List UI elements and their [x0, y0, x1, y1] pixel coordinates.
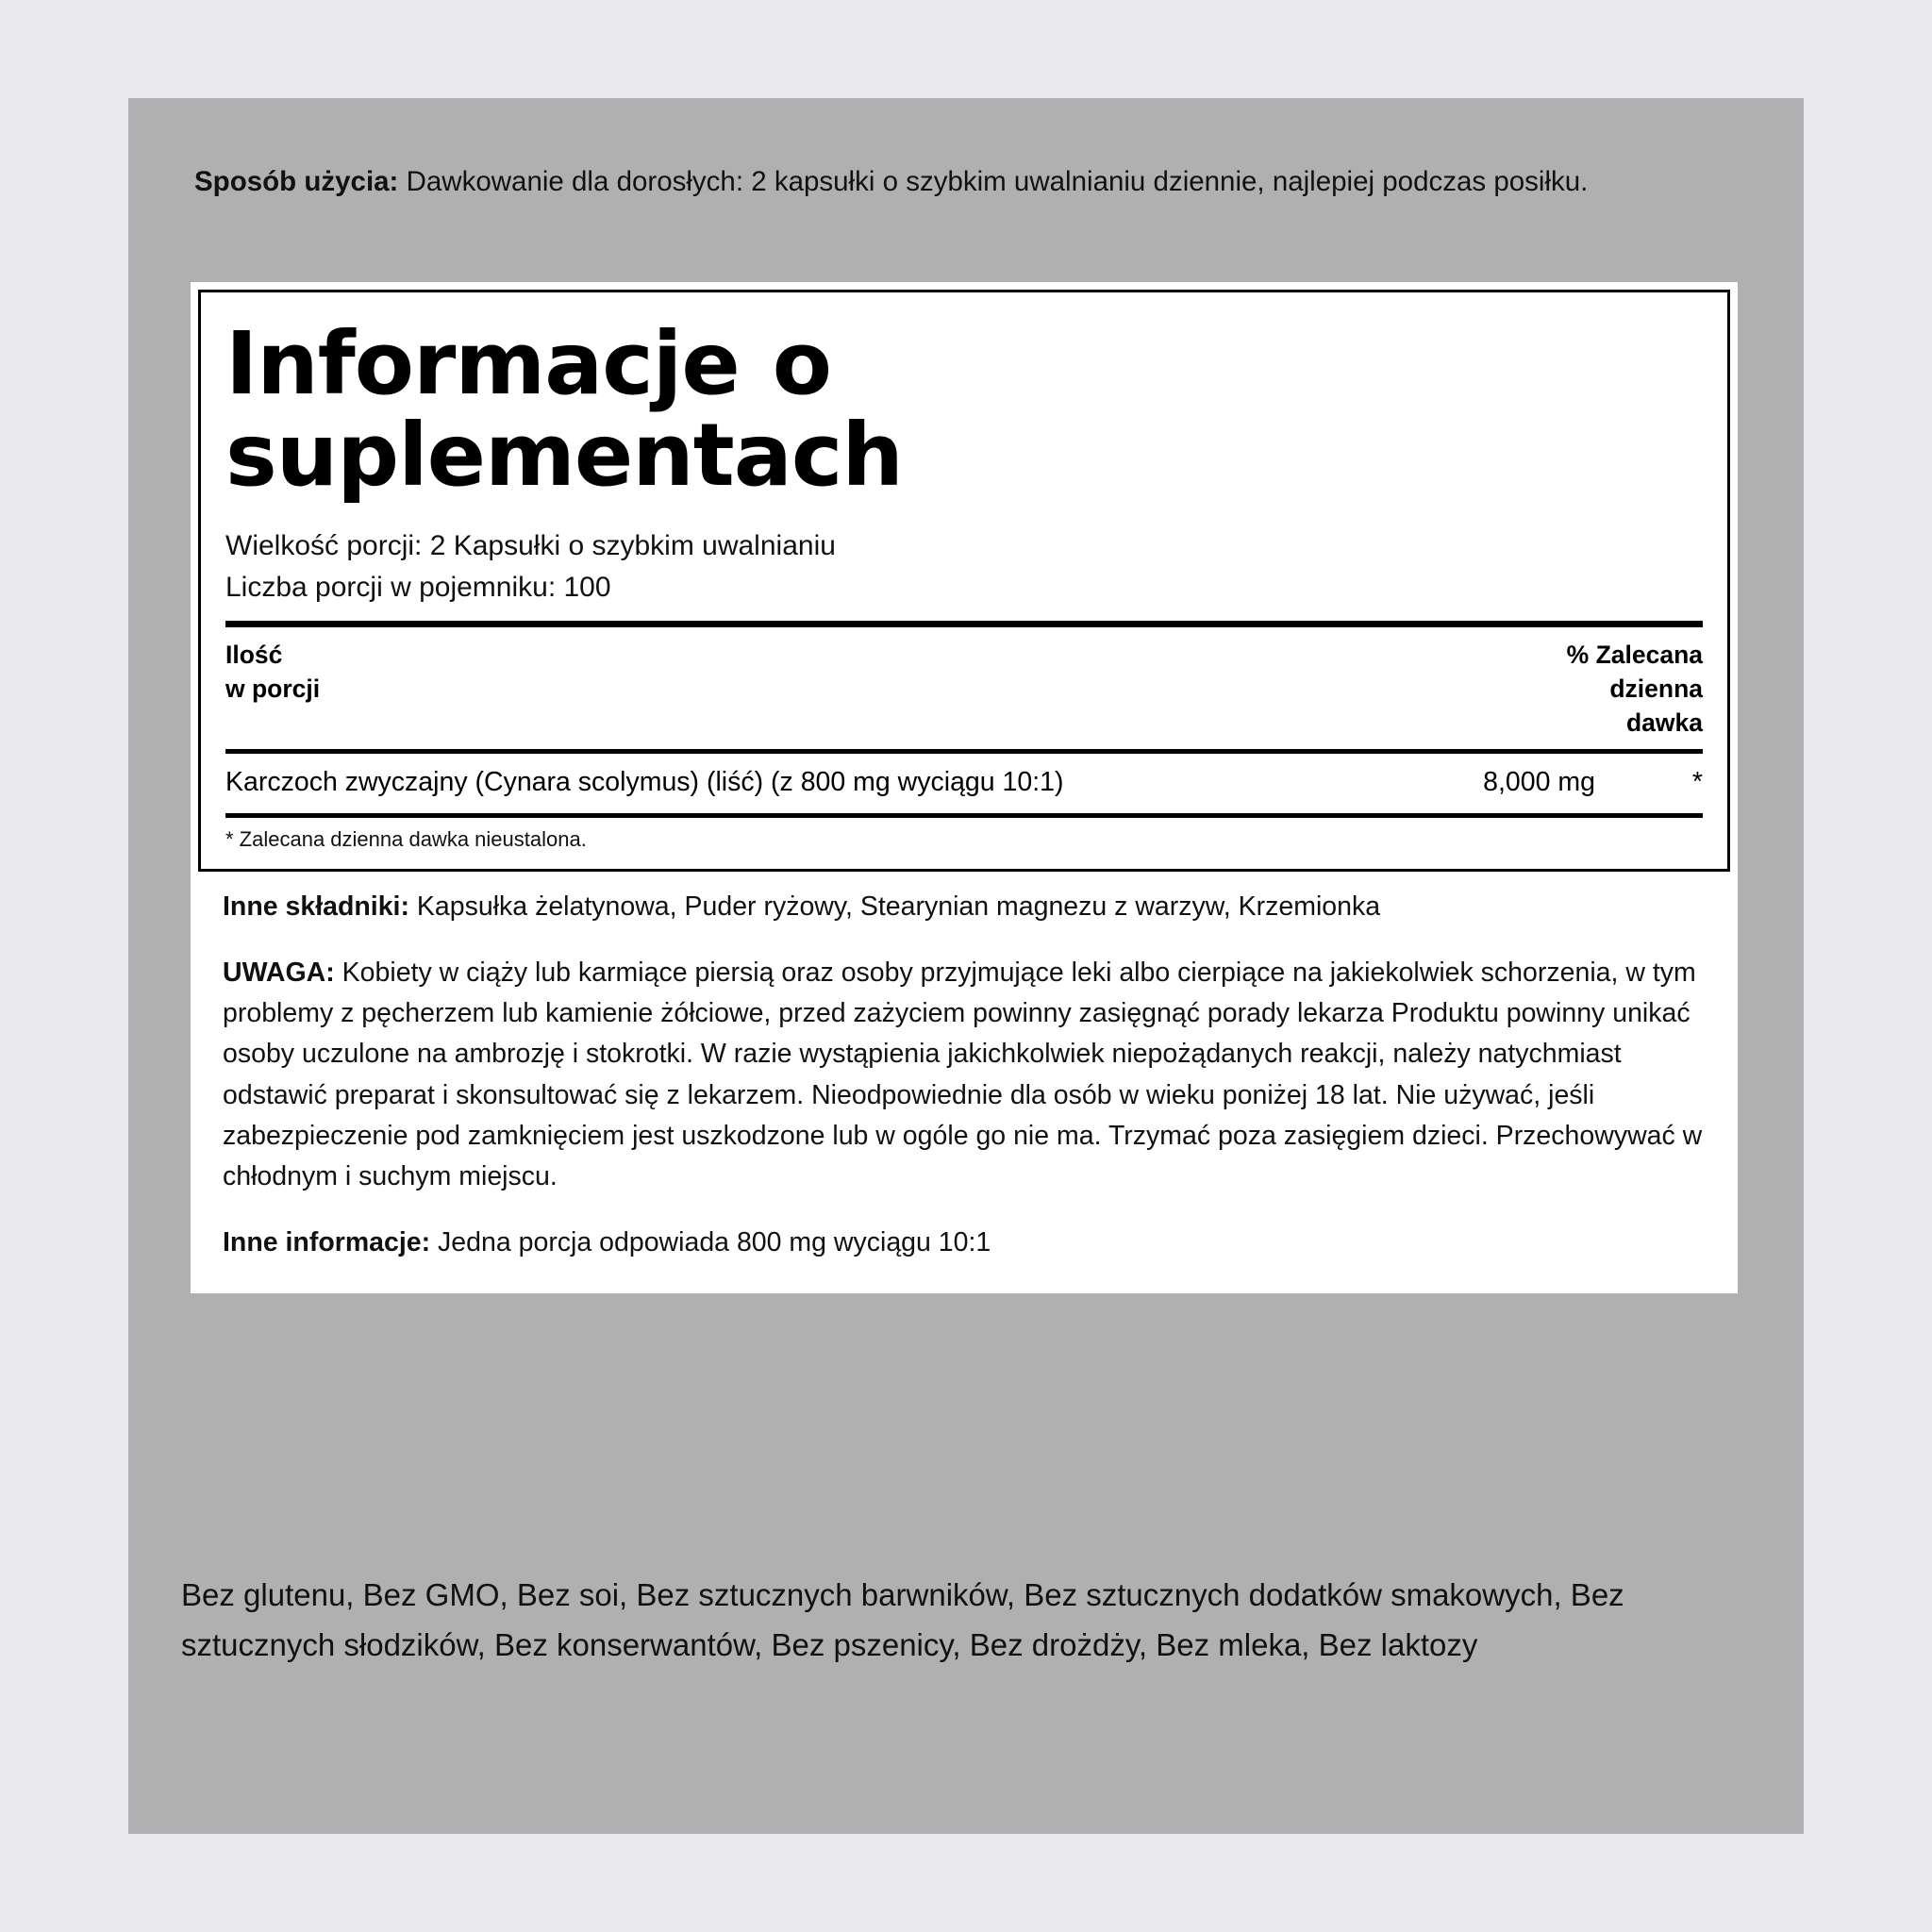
- nutrient-name: Karczoch zwyczajny (Cynara scolymus) (liść) (z 800 mg wyciągu 10:1): [225, 767, 1064, 798]
- table-row: [225, 754, 1703, 813]
- warning-statement: [223, 953, 1706, 1198]
- supplement-label-page: [128, 98, 1804, 1834]
- facts-table-header: [225, 627, 1703, 749]
- other-information-label: Inne informacje:: [223, 1226, 431, 1257]
- other-ingredients-label: Inne składniki:: [223, 891, 409, 923]
- other-ingredients-text: Kapsułka żelatynowa, Puder ryżowy, Stearynian magnezu z warzyw, Krzemionka: [408, 891, 1381, 923]
- servings-per-container: Liczba porcji w pojemniku: 100: [225, 571, 611, 603]
- directions-text: Dawkowanie dla dorosłych: 2 kapsułki o szybkim uwalnianiu dziennie, najlepiej podczas posiłku.: [398, 166, 1589, 197]
- divider-top: [225, 621, 1703, 627]
- other-information-text: Jedna porcja odpowiada 800 mg wyciągu 10:1: [430, 1226, 991, 1257]
- free-from-claims: Bez glutenu, Bez GMO, Bez soi, Bez sztucznych barwników, Bez sztucznych dodatków smakowych, Bez sztucznych słodzików, Bez konserwantów, Bez pszenicy, Bez drożdży, Bez mleka, Bez laktozy: [181, 1577, 1624, 1663]
- warning-text: Kobiety w ciąży lub karmiące piersią oraz osoby przyjmujące leki albo cierpiące na jakiekolwiek schorzenia, w tym problemy z pęcherzem lub kamienie żółciowe, przed zażyciem powinny zasięgnąć porady lekarza Produktu powinny unikać osoby uczulone na ambrozję i stokrotki. W razie wystąpienia jakichkolwiek niepożądanych reakcji, należy natychmiast odstawić preparat i skonsultować się z lekarzem. Nieodpowiednie dla osób w wieku poniżej 18 lat. Nie używać, jeśli zabezpieczenie pod zamknięciem jest uszkodzone lub w ogóle go nie ma. Trzymać poza zasięgiem dzieci. Przechowywać w chłodnym i suchym miejscu.: [223, 957, 1703, 1192]
- warning-label: UWAGA:: [223, 957, 335, 988]
- dv-header-line2: dzienna: [1609, 674, 1703, 703]
- amount-header-line1: Ilość: [225, 641, 283, 670]
- serving-size: Wielkość porcji: 2 Kapsułki o szybkim uwalnianiu: [225, 530, 836, 562]
- supplement-facts-title: Informacje o suplementach: [225, 313, 903, 506]
- label-text-body: [191, 872, 1738, 1293]
- daily-value-header: [1567, 639, 1703, 740]
- supplement-facts-box: [198, 290, 1730, 872]
- directions-label: Sposób użycia:: [194, 166, 399, 197]
- amount-per-serving-header: [225, 639, 320, 707]
- nutrient-amount: 8,000 mg: [1483, 767, 1595, 798]
- other-information: [223, 1223, 1706, 1263]
- directions-of-use: [194, 162, 1741, 202]
- dv-header-line1: % Zalecana: [1566, 641, 1703, 670]
- dv-header-line3: dawka: [1625, 708, 1703, 737]
- other-ingredients: [223, 887, 1706, 927]
- amount-header-line2: w porcji: [225, 674, 321, 703]
- daily-value-footnote: * Zalecana dzienna dawka nieustalona.: [225, 827, 587, 852]
- label-panel: [191, 282, 1738, 1293]
- nutrient-daily-value: *: [1691, 767, 1703, 798]
